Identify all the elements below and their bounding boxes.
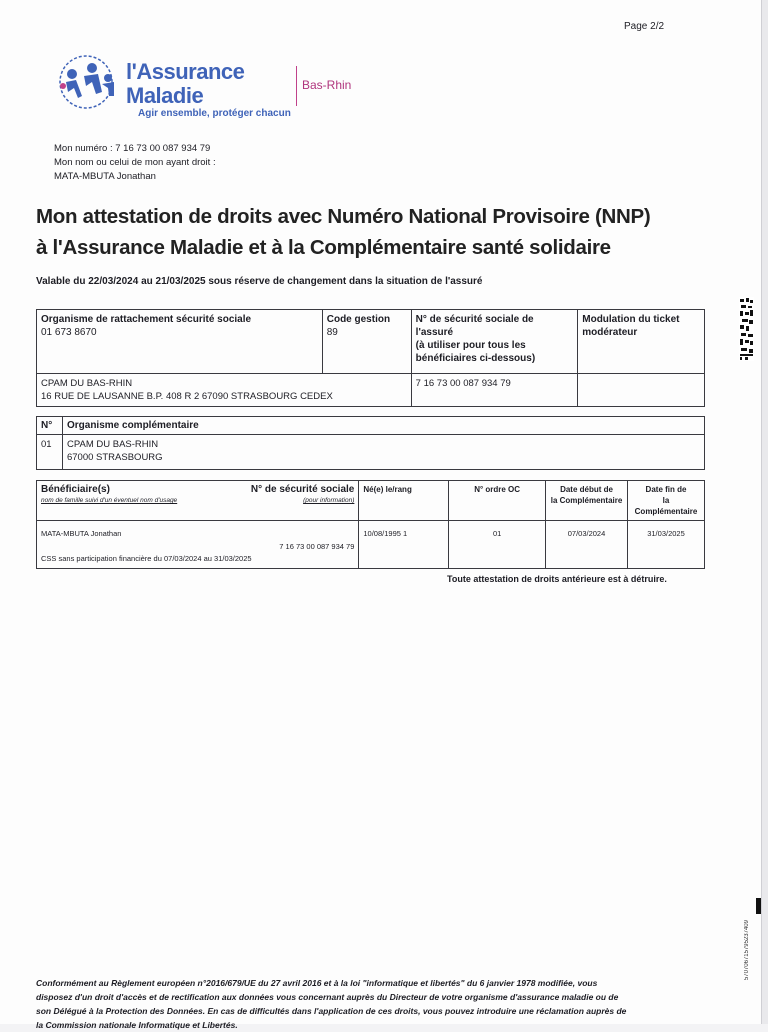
ss-header-line-1: N° de sécurité sociale de xyxy=(415,314,534,325)
code-value: 89 xyxy=(326,327,338,338)
legal-footer xyxy=(36,976,705,1032)
identity-name-label: Mon nom ou celui de mon ayant droit : xyxy=(54,157,216,168)
logo-line-2: Maladie xyxy=(126,83,204,108)
ss-header-line-4: bénéficiaires ci-dessous) xyxy=(415,353,536,364)
end-header-cell xyxy=(628,481,705,521)
title-line-2: à l'Assurance Maladie et à la Complémentaire santé solidaire xyxy=(36,236,611,259)
identity-block xyxy=(54,142,216,184)
title-line-1: Mon attestation de droits avec Numéro National Provisoire (NNP) xyxy=(36,205,651,228)
complementary-org-name: CPAM DU BAS-RHIN xyxy=(66,439,159,450)
destroy-previous-note: Toute attestation de droits antérieure est à détruire. xyxy=(447,574,667,584)
complementary-org-city: 67000 STRASBOURG xyxy=(66,452,163,463)
modulation-cell xyxy=(578,374,705,407)
complementary-header-cell: Organisme complémentaire xyxy=(62,417,704,435)
beneficiaries-header-row xyxy=(37,481,705,521)
end-cell xyxy=(628,521,705,569)
complementary-org-cell xyxy=(62,435,704,470)
beneficiary-cell xyxy=(37,521,359,569)
beneficiary-header-label: Bénéficiaire(s) xyxy=(41,484,110,495)
assurance-maladie-logo xyxy=(52,52,372,124)
ss-header-cell xyxy=(411,310,578,374)
end-header-line-2: la Complémentaire xyxy=(634,496,698,516)
org-name: CPAM DU BAS-RHIN xyxy=(41,378,133,389)
validity-period: Valable du 22/03/2024 au 21/03/2025 sous réserve de changement dans la situation de l'assuré xyxy=(36,276,483,287)
scan-edge xyxy=(762,0,768,1024)
born-value: 10/08/1995 1 xyxy=(363,529,408,538)
beneficiary-name: MATA-MBUTA Jonathan xyxy=(41,529,122,538)
start-header-line-2: la Complémentaire xyxy=(550,496,623,505)
ss-header-note: (pour information) xyxy=(303,497,355,504)
beneficiary-row xyxy=(37,521,705,569)
beneficiary-header-cell xyxy=(37,481,359,521)
org-header-cell xyxy=(37,310,323,374)
footer-line-1: Conformément au Règlement européen n°2016/679/UE du 27 avril 2016 et à la loi "informatique et libertés" du 6 janvier 1978 modifiée, vous xyxy=(36,978,598,988)
document-title xyxy=(36,201,736,263)
complementary-row xyxy=(37,435,705,470)
end-value: 31/03/2025 xyxy=(647,529,685,538)
side-reference-code: 5707067157952374​09 xyxy=(744,920,750,981)
code-header-label: Code gestion xyxy=(326,314,391,325)
org-code: 01 673 8670 xyxy=(41,327,97,338)
end-header-line-1: Date fin de xyxy=(645,485,687,494)
complementary-header-row xyxy=(37,417,705,435)
beneficiary-ss: 7 16 73 00 087 934 79 xyxy=(279,542,355,551)
page-number: Page 2/2 xyxy=(624,21,665,32)
beneficiary-header-note: nom de famille suivi d'un éventuel nom d'usage xyxy=(41,497,178,504)
logo-figures-icon xyxy=(52,52,124,114)
footer-line-3: son Délégué à la Protection des Données. En cas de difficultés dans l'application de ces droits, vous pouvez introduire une réclamation auprès de xyxy=(36,1006,627,1016)
start-cell xyxy=(546,521,628,569)
identity-name: MATA-MBUTA Jonathan xyxy=(54,171,156,182)
datamatrix-code-icon xyxy=(739,297,754,361)
modulation-header-cell xyxy=(578,310,705,374)
start-header-cell xyxy=(546,481,628,521)
ss-header-line-3: (à utiliser pour tous les xyxy=(415,340,526,351)
org-cell xyxy=(37,374,412,407)
ss-header-label: N° de sécurité sociale xyxy=(250,484,355,495)
mod-header-line-1: Modulation du ticket xyxy=(582,314,680,325)
org-address: 16 RUE DE LAUSANNE B.P. 408 R 2 67090 STRASBOURG CEDEX xyxy=(41,391,333,402)
logo-separator xyxy=(296,66,297,106)
oc-order-value: 01 xyxy=(492,529,502,538)
identity-number: Mon numéro : 7 16 73 00 087 934 79 xyxy=(54,143,211,154)
start-value: 07/03/2024 xyxy=(567,529,606,538)
print-mark xyxy=(756,898,761,914)
footer-line-2: disposez d'un droit d'accès et de rectification aux données vous concernant auprès du Directeur de votre organisme d'assurance maladie ou de xyxy=(36,992,619,1002)
footer-line-4: la Commission nationale Informatique et Libertés. xyxy=(36,1020,238,1030)
affiliation-row xyxy=(37,374,705,407)
org-header-label: Organisme de rattachement sécurité sociale xyxy=(41,314,252,325)
affiliation-header-row xyxy=(37,310,705,374)
complementary-org-table xyxy=(36,416,705,470)
code-header-cell xyxy=(322,310,411,374)
mod-header-line-2: modérateur xyxy=(582,327,638,338)
logo-tagline: Agir ensemble, protéger chacun xyxy=(138,108,291,119)
ss-number-cell: 7 16 73 00 087 934 79 xyxy=(411,374,578,407)
no-header-cell: N° xyxy=(37,417,63,435)
ss-header-line-2: l'assuré xyxy=(415,327,454,338)
start-header-line-1: Date début de xyxy=(560,485,613,494)
born-cell xyxy=(359,521,449,569)
logo-region: Bas-Rhin xyxy=(302,78,352,92)
affiliation-table xyxy=(36,309,705,407)
born-header-cell: Né(e) le/rang xyxy=(359,481,449,521)
logo-line-1: l'Assurance xyxy=(126,59,245,84)
no-cell: 01 xyxy=(37,435,63,470)
oc-order-header-cell: N° ordre OC xyxy=(449,481,546,521)
css-note: CSS sans participation financière du 07/03/2024 au 31/03/2025 xyxy=(41,554,252,563)
oc-order-cell xyxy=(449,521,546,569)
beneficiaries-table xyxy=(36,480,705,569)
